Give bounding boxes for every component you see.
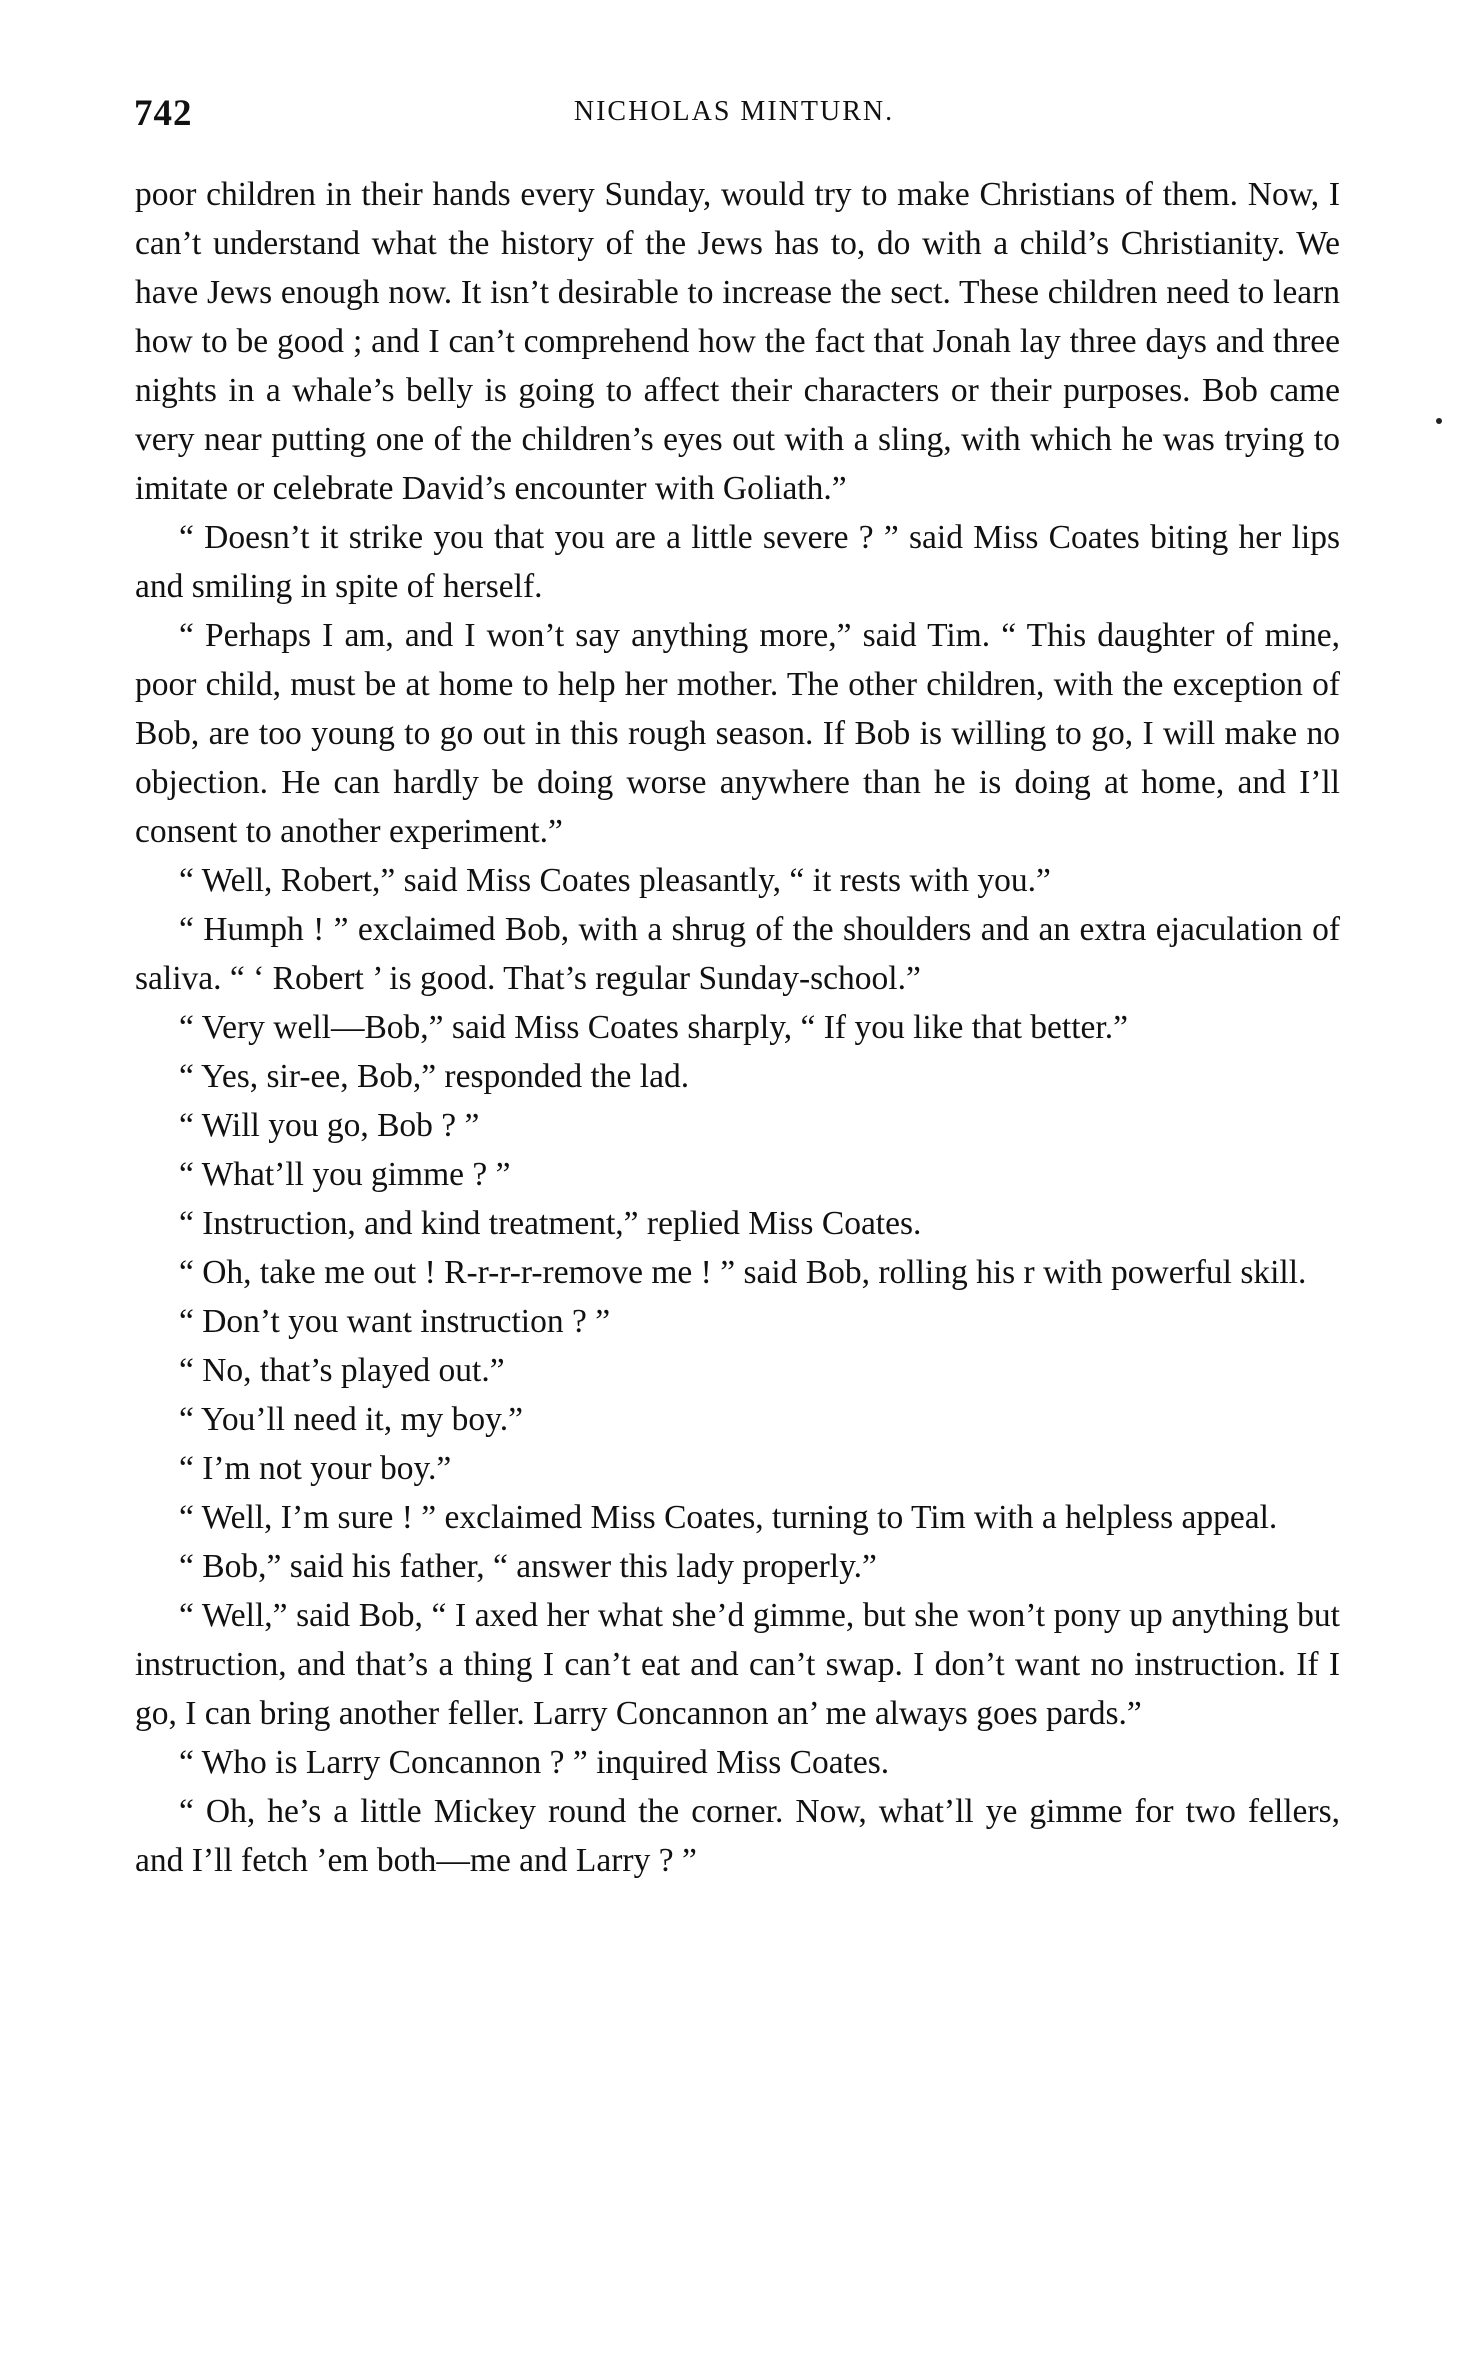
paragraph: “ Instruction, and kind treatment,” replied Miss Coates.: [179, 1205, 922, 1242]
paragraph: “ Oh, take me out ! R-r-r-r-remove me ! ” said Bob, rolling his r with powerful skill.: [179, 1254, 1307, 1291]
paragraph: “ Oh, he’s a little Mickey round the corner. Now, what’ll ye gimme for two fellers, and I’ll fetch ’em both—me and Larry ? ”: [135, 1793, 1340, 1879]
paragraph: “ Will you go, Bob ? ”: [179, 1107, 480, 1144]
paragraph: “ Humph ! ” exclaimed Bob, with a shrug of the shoulders and an extra ejaculation of saliva. “ ‘ Robert ’ is good. That’s regular Sunday-school.”: [135, 911, 1340, 997]
page-number: 742: [134, 93, 193, 134]
paragraph: “ Yes, sir-ee, Bob,” responded the lad.: [179, 1058, 690, 1095]
paragraph: “ What’ll you gimme ? ”: [179, 1156, 511, 1193]
running-title: NICHOLAS MINTURN.: [573, 96, 895, 127]
ink-speck: [1436, 418, 1442, 424]
paragraph: “ Who is Larry Concannon ? ” inquired Miss Coates.: [179, 1744, 890, 1781]
paragraph: “ Perhaps I am, and I won’t say anything more,” said Tim. “ This daughter of mine, poor child, must be at home to help her mother. The other children, with the exception of Bob, are too young to go out in this rough season. If Bob is willing to go, I will make no objection. He can hardly be doing worse anywhere than he is doing at home, and I’ll consent to another experiment.”: [135, 617, 1340, 850]
paragraph: “ Well, Robert,” said Miss Coates pleasantly, “ it rests with you.”: [179, 862, 1051, 899]
paragraph: “ No, that’s played out.”: [179, 1352, 505, 1389]
paragraph: “ I’m not your boy.”: [179, 1450, 452, 1487]
paragraph: “ Bob,” said his father, “ answer this lady properly.”: [179, 1548, 877, 1585]
paragraph: poor children in their hands every Sunday, would try to make Christians of them. Now, I can’t understand what the history of the Jews has to, do with a child’s Christianity. We have Jews enough now. It isn’t desirable to increase the sect. These children need to learn how to be good ; and I can’t comprehend how the fact that Jonah lay three days and three nights in a whale’s belly is going to affect their characters or their purposes. Bob came very near putting one of the children’s eyes out with a sling, with which he was trying to imitate or celebrate David’s encounter with Goliath.”: [135, 176, 1340, 507]
body-text: [135, 170, 1340, 1885]
page-header: [134, 92, 1334, 142]
paragraph: “ Very well—Bob,” said Miss Coates sharply, “ If you like that better.”: [179, 1009, 1128, 1046]
paragraph: “ Don’t you want instruction ? ”: [179, 1303, 611, 1340]
paragraph: “ Well, I’m sure ! ” exclaimed Miss Coates, turning to Tim with a helpless appeal.: [179, 1499, 1278, 1536]
paragraph: “ Doesn’t it strike you that you are a little severe ? ” said Miss Coates biting her lips and smiling in spite of herself.: [135, 519, 1340, 605]
paragraph: “ You’ll need it, my boy.”: [179, 1401, 523, 1438]
paragraph: “ Well,” said Bob, “ I axed her what she’d gimme, but she won’t pony up anything but instruction, and that’s a thing I can’t eat and can’t swap. I don’t want no instruction. If I go, I can bring another feller. Larry Concannon an’ me always goes pards.”: [135, 1597, 1340, 1732]
